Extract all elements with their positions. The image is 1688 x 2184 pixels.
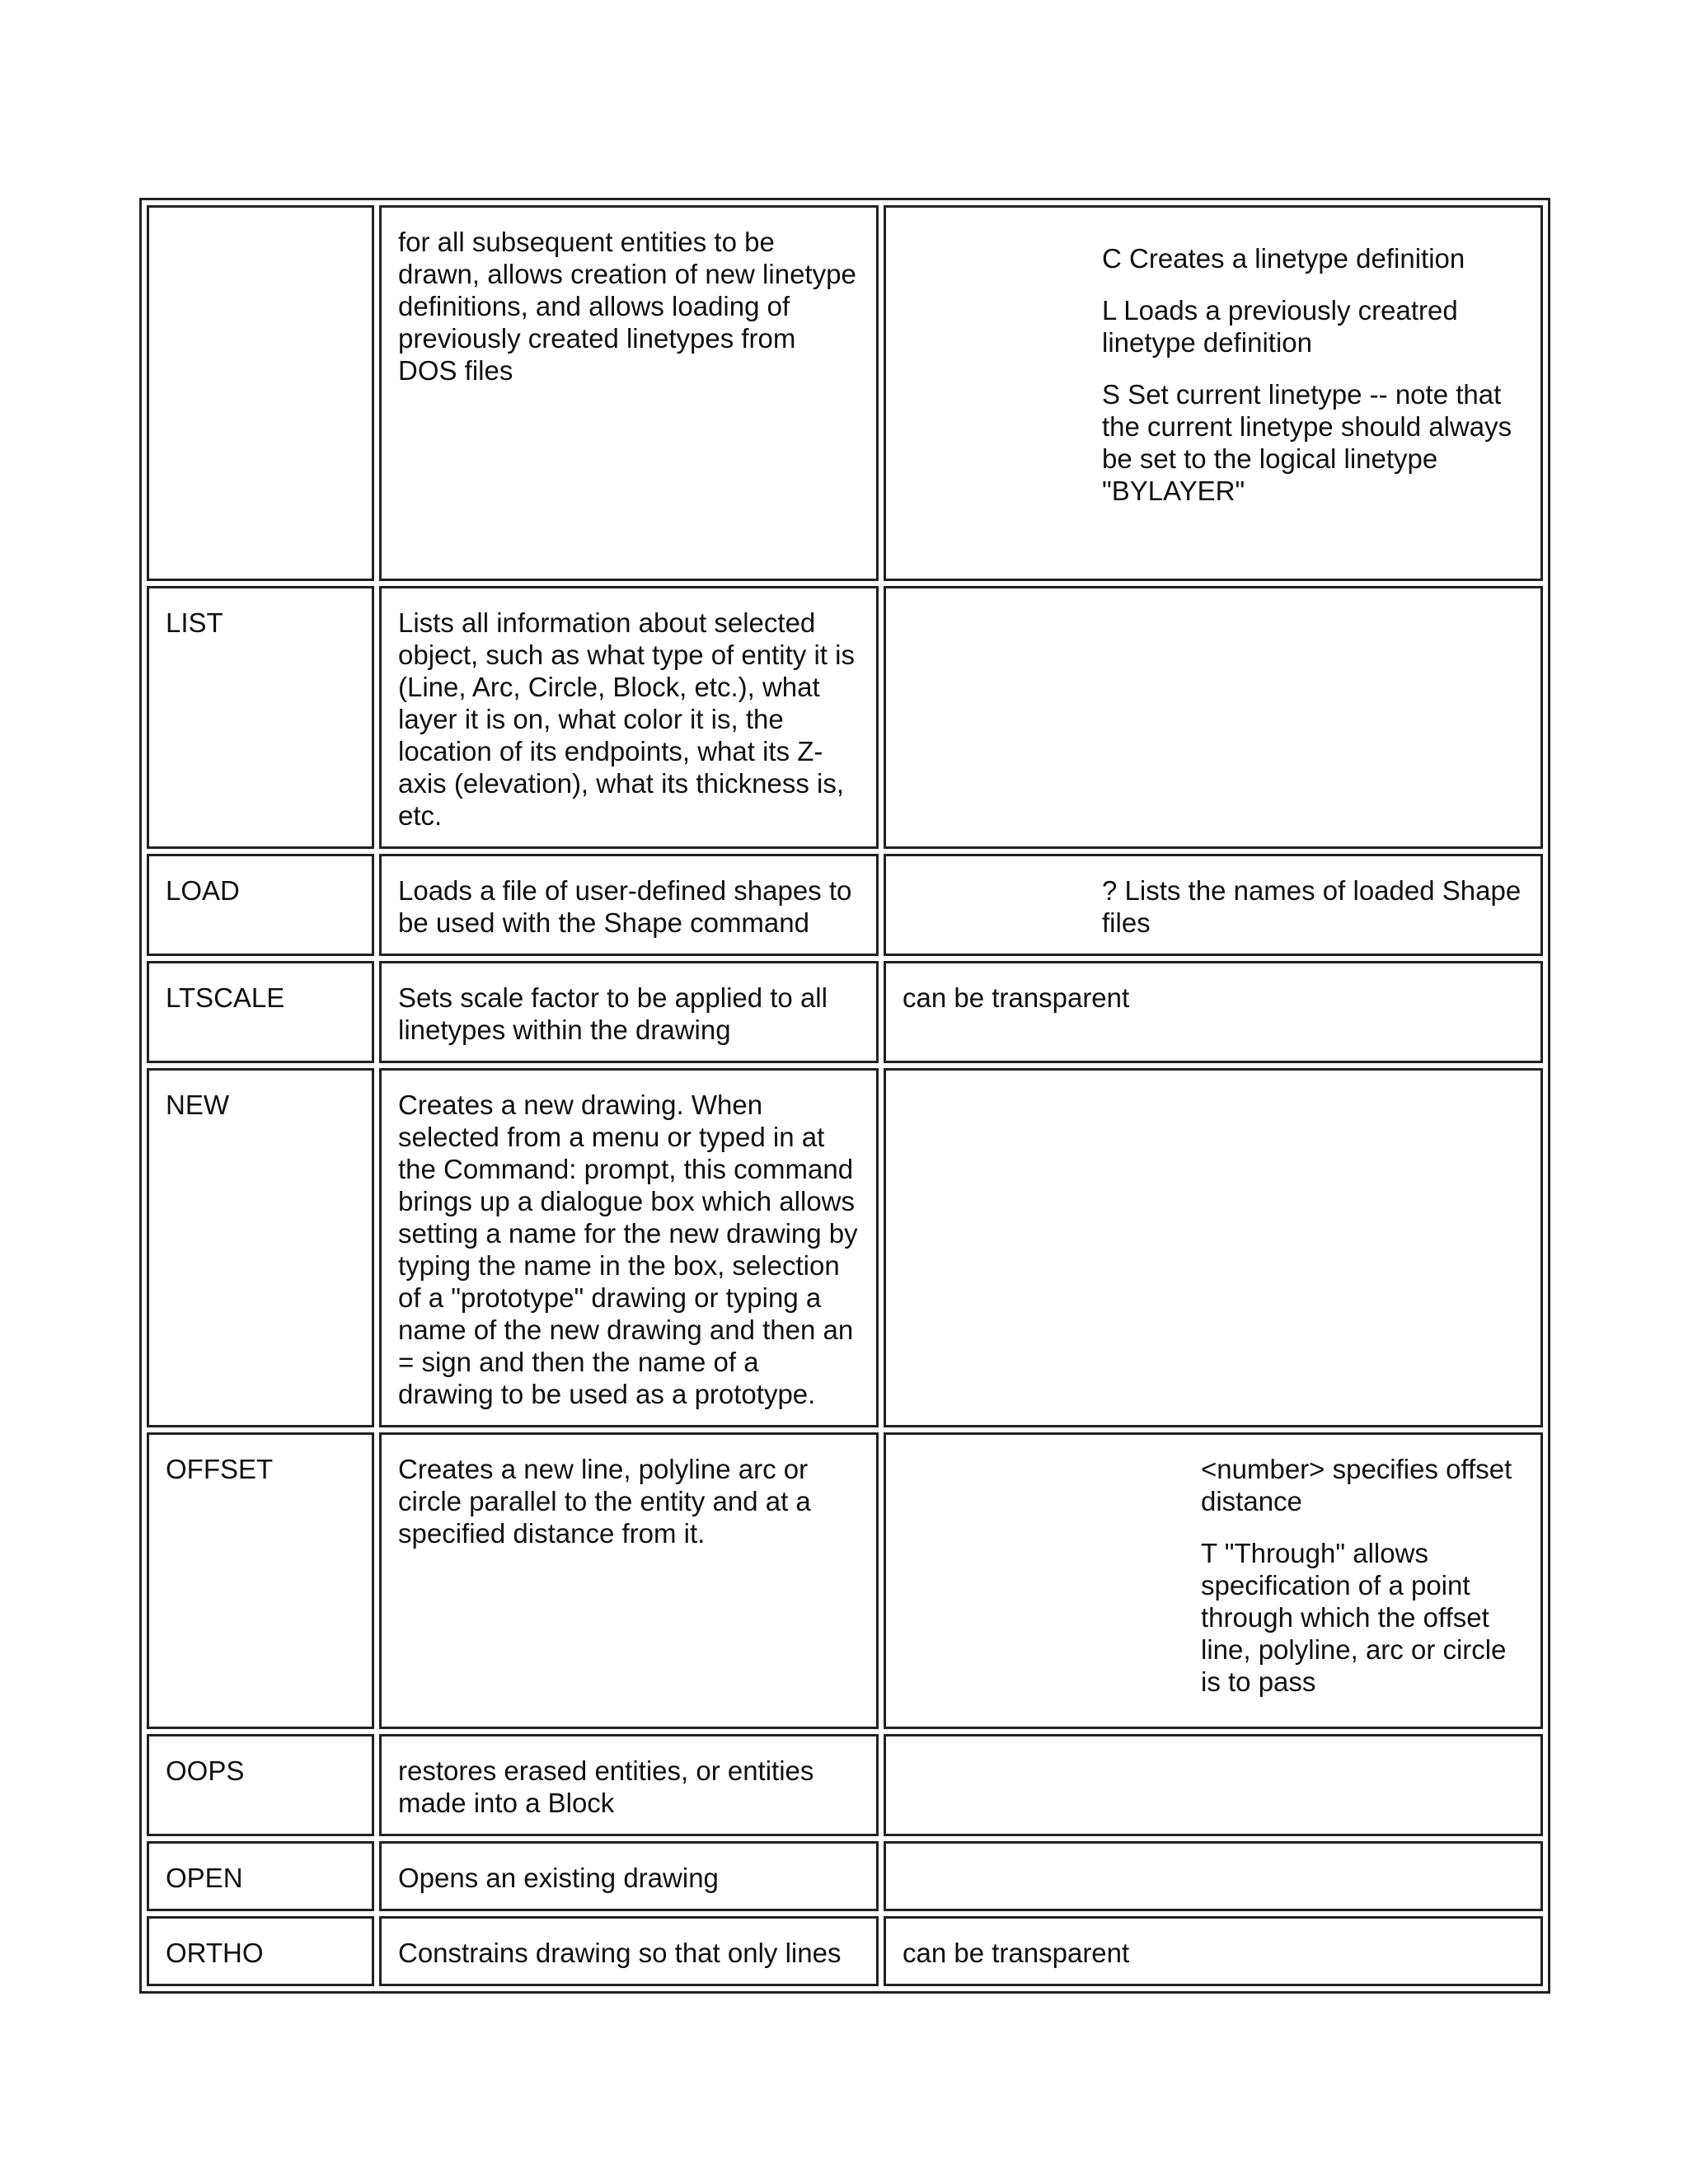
command-reference-table [139,198,1550,1994]
description-cell: Opens an existing drawing [379,1841,879,1911]
options-cell [884,854,1543,956]
command-cell: NEW [147,1068,374,1427]
options-cell [884,205,1543,581]
option-item: T "Through" allows specification of a point through which the offset line, polyline, arc or circle is to pass [1201,1538,1507,1697]
option-item: C Creates a linetype definition [1102,243,1465,274]
option-item: ? Lists the names of loaded Shape files [1102,875,1522,938]
description-cell: Creates a new line, polyline arc or circle parallel to the entity and at a specified distance from it. [379,1432,879,1729]
description-cell: Constrains drawing so that only lines [379,1916,879,1986]
options-list [903,874,1524,939]
table-row [147,1734,1543,1836]
description-cell: Sets scale factor to be applied to all linetypes within the drawing [379,961,879,1063]
table-row [147,854,1543,956]
options-cell [884,1068,1543,1427]
command-cell: LTSCALE [147,961,374,1063]
description-cell: restores erased entities, or entities made into a Block [379,1734,879,1836]
options-cell [884,586,1543,849]
option-item: <number> specifies offset distance [1201,1454,1512,1516]
table-row [147,586,1543,849]
table-row [147,205,1543,581]
option-item: L Loads a previously creatred linetype definition [1102,295,1458,358]
table-row [147,1916,1543,1986]
options-cell: can be transparent [884,1916,1543,1986]
table-row [147,1432,1543,1729]
option-item: S Set current linetype -- note that the current linetype should always be set to the logical linetype "BYLAYER" [1102,379,1512,506]
description-cell: Lists all information about selected object, such as what type of entity it is (Line, Arc, Circle, Block, etc.), what layer it is on, what color it is, the location of its endpoints, what its Z-axis (elevation), what its thickness is, etc. [379,586,879,849]
command-cell: OPEN [147,1841,374,1911]
options-cell [884,1841,1543,1911]
command-cell: OOPS [147,1734,374,1836]
options-cell: can be transparent [884,961,1543,1063]
command-cell [147,205,374,581]
table-row [147,1841,1543,1911]
description-cell: Creates a new drawing. When selected from a menu or typed in at the Command: prompt, this command brings up a dialogue box which allows setting a name for the new drawing by typing the name in the box, selection of a "prototype" drawing or typing a name of the new drawing and then an = sign and then the name of a drawing to be used as a prototype. [379,1068,879,1427]
options-list [903,1453,1524,1698]
table-row [147,1068,1543,1427]
description-cell: for all subsequent entities to be drawn, allows creation of new linetype definitions, and allows loading of previously created linetypes from DOS files [379,205,879,581]
options-cell [884,1734,1543,1836]
options-cell [884,1432,1543,1729]
command-cell: LIST [147,586,374,849]
command-cell: ORTHO [147,1916,374,1986]
description-cell: Loads a file of user-defined shapes to be used with the Shape command [379,854,879,956]
command-cell: OFFSET [147,1432,374,1729]
command-cell: LOAD [147,854,374,956]
table-row [147,961,1543,1063]
options-list [903,226,1524,507]
